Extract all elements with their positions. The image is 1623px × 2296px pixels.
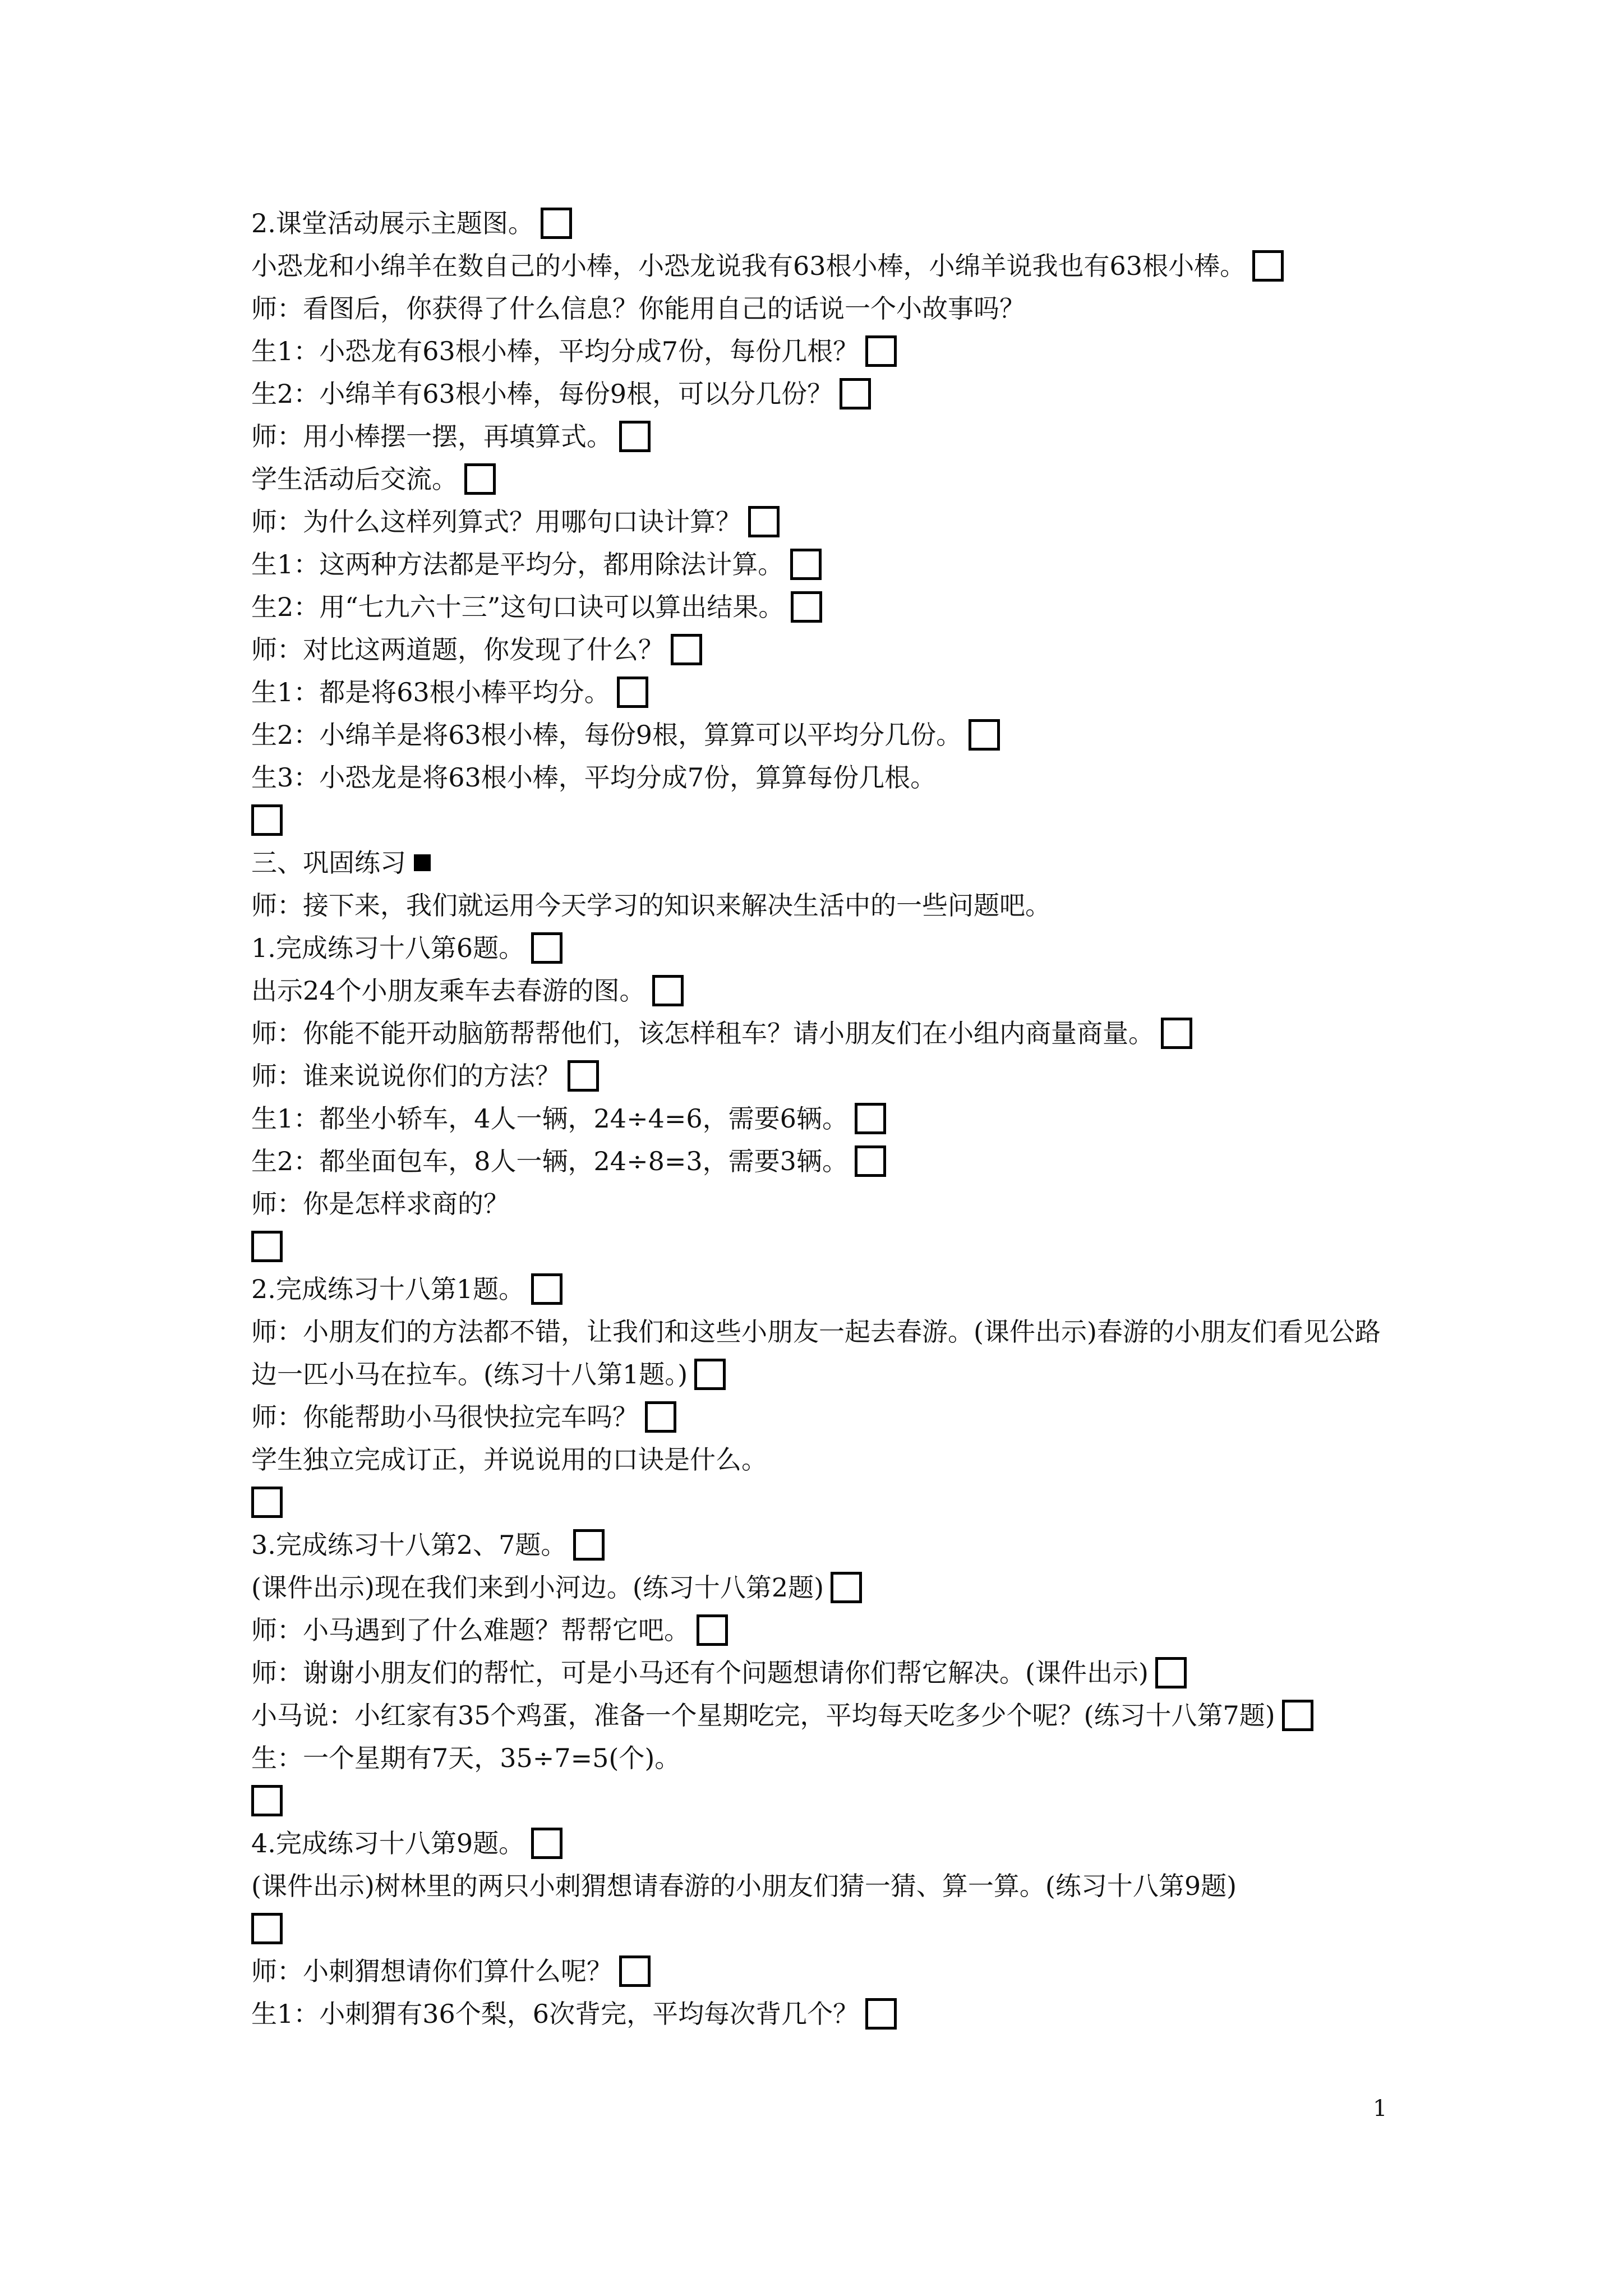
answer-box-line	[251, 1225, 1395, 1268]
text-line	[251, 756, 1395, 799]
line-text: 师：你能不能开动脑筋帮帮他们，该怎样租车？请小朋友们在小组内商量商量。	[251, 1018, 1154, 1048]
text-line	[251, 500, 1395, 543]
text-line	[251, 1566, 1395, 1609]
black-square-icon	[414, 854, 431, 871]
text-line	[251, 543, 1395, 586]
text-line	[251, 969, 1395, 1012]
line-text: 学生活动后交流。	[251, 464, 458, 494]
line-text: 3.完成练习十八第2、7题。	[251, 1530, 567, 1560]
answer-box-line	[251, 1779, 1395, 1822]
checkbox-square[interactable]	[541, 208, 572, 239]
line-text: 生2：小绵羊是将63根小棒，每份9根，算算可以平均分几份。	[251, 720, 962, 750]
text-line	[251, 1694, 1395, 1737]
line-text: 小恐龙和小绵羊在数自己的小棒，小恐龙说我有63根小棒，小绵羊说我也有63根小棒。	[251, 251, 1246, 281]
line-text: 小马说：小红家有35个鸡蛋，准备一个星期吃完，平均每天吃多少个呢？(练习十八第7题)	[251, 1700, 1275, 1731]
line-text: 师：看图后，你获得了什么信息？你能用自己的话说一个小故事吗？	[251, 293, 1025, 324]
text-line	[251, 415, 1395, 458]
line-text: 师：小刺猬想请你们算什么呢？	[251, 1956, 612, 1986]
page-number: 1	[1373, 2096, 1387, 2122]
answer-box-line	[251, 1907, 1395, 1950]
answer-box-line	[251, 799, 1395, 841]
text-line	[251, 245, 1395, 287]
line-text: 三、巩固练习	[251, 848, 406, 878]
checkbox-square[interactable]	[531, 1828, 562, 1859]
line-text: 生2：用“七九六十三”这句口诀可以算出结果。	[251, 592, 785, 622]
checkbox-square[interactable]	[619, 421, 651, 452]
text-line	[251, 458, 1395, 500]
checkbox-square[interactable]	[1155, 1657, 1187, 1688]
line-text: (课件出示)现在我们来到小河边。(练习十八第2题)	[251, 1572, 824, 1603]
line-text: 师：接下来，我们就运用今天学习的知识来解决生活中的一些问题吧。	[251, 890, 1051, 921]
line-text: 4.完成练习十八第9题。	[251, 1828, 525, 1858]
text-line	[251, 1822, 1395, 1865]
checkbox-square[interactable]	[645, 1401, 676, 1433]
checkbox-square[interactable]	[969, 719, 1000, 751]
line-text: 学生独立完成订正，并说说用的口诀是什么。	[251, 1444, 767, 1475]
line-text: 生2：都坐面包车，8人一辆，24÷8=3，需要3辆。	[251, 1146, 848, 1176]
line-text: 生：一个星期有7天，35÷7=5(个)。	[251, 1743, 681, 1773]
text-line	[251, 1310, 1395, 1396]
text-line	[251, 1012, 1395, 1055]
checkbox-square[interactable]	[617, 677, 648, 708]
checkbox-square[interactable]	[251, 1487, 283, 1518]
checkbox-square[interactable]	[865, 1998, 897, 2030]
checkbox-square[interactable]	[251, 804, 283, 836]
text-line	[251, 884, 1395, 927]
text-line	[251, 1182, 1395, 1225]
line-text: 师：为什么这样列算式？用哪句口诀计算？	[251, 507, 741, 537]
text-line	[251, 1396, 1395, 1438]
checkbox-square[interactable]	[464, 463, 496, 495]
checkbox-square[interactable]	[697, 1614, 728, 1646]
line-text: 师：你能帮助小马很快拉完车吗？	[251, 1402, 638, 1432]
checkbox-square[interactable]	[671, 634, 702, 665]
checkbox-square[interactable]	[694, 1359, 726, 1390]
answer-box-line	[251, 1481, 1395, 1524]
text-line	[251, 841, 1395, 884]
text-line	[251, 1524, 1395, 1566]
line-text: 师：谢谢小朋友们的帮忙，可是小马还有个问题想请你们帮它解决。(课件出示)	[251, 1658, 1149, 1688]
text-line	[251, 1140, 1395, 1182]
line-text: 师：你是怎样求商的？	[251, 1189, 509, 1219]
text-line	[251, 671, 1395, 714]
checkbox-square[interactable]	[840, 378, 871, 409]
checkbox-square[interactable]	[1282, 1700, 1313, 1731]
checkbox-square[interactable]	[855, 1145, 886, 1177]
checkbox-square[interactable]	[251, 1785, 283, 1816]
line-text: 生1：都坐小轿车，4人一辆，24÷4=6，需要6辆。	[251, 1103, 848, 1134]
checkbox-square[interactable]	[251, 1231, 283, 1262]
text-line	[251, 372, 1395, 415]
text-line	[251, 1097, 1395, 1140]
checkbox-square[interactable]	[855, 1103, 886, 1134]
line-text: 1.完成练习十八第6题。	[251, 933, 525, 963]
text-line	[251, 1438, 1395, 1481]
line-text: 2.完成练习十八第1题。	[251, 1274, 525, 1304]
text-line	[251, 1055, 1395, 1097]
line-text: 师：对比这两道题，你发现了什么？	[251, 634, 664, 665]
text-line	[251, 586, 1395, 628]
checkbox-square[interactable]	[831, 1572, 862, 1603]
checkbox-square[interactable]	[1252, 250, 1284, 282]
line-text: 2.课堂活动展示主题图。	[251, 208, 534, 238]
line-text: 生1：这两种方法都是平均分，都用除法计算。	[251, 549, 784, 579]
text-line	[251, 1737, 1395, 1779]
text-line	[251, 1268, 1395, 1310]
text-line	[251, 628, 1395, 671]
text-line	[251, 1651, 1395, 1694]
line-text: 生2：小绵羊有63根小棒，每份9根，可以分几份？	[251, 379, 833, 409]
checkbox-square[interactable]	[748, 506, 780, 537]
line-text: 师：谁来说说你们的方法？	[251, 1061, 561, 1091]
checkbox-square[interactable]	[1161, 1018, 1192, 1049]
checkbox-square[interactable]	[652, 975, 684, 1006]
line-text: 生1：小恐龙有63根小棒，平均分成7份，每份几根？	[251, 336, 859, 366]
checkbox-square[interactable]	[251, 1913, 283, 1944]
text-line	[251, 202, 1395, 245]
line-text: 出示24个小朋友乘车去春游的图。	[251, 976, 645, 1006]
line-text: 生1：小刺猬有36个梨，6次背完，平均每次背几个？	[251, 1999, 859, 2029]
line-text: 生3：小恐龙是将63根小棒，平均分成7份，算算每份几根。	[251, 762, 937, 793]
line-text: 师：用小棒摆一摆，再填算式。	[251, 421, 612, 452]
text-line	[251, 927, 1395, 969]
checkbox-square[interactable]	[865, 335, 897, 367]
checkbox-square[interactable]	[573, 1529, 605, 1561]
checkbox-square[interactable]	[568, 1060, 599, 1092]
checkbox-square[interactable]	[531, 932, 562, 964]
line-text: (课件出示)树林里的两只小刺猬想请春游的小朋友们猜一猜、算一算。(练习十八第9题)	[251, 1871, 1237, 1901]
text-line	[251, 714, 1395, 756]
text-line	[251, 287, 1395, 330]
text-line	[251, 1865, 1395, 1907]
checkbox-square[interactable]	[619, 1955, 651, 1987]
text-line	[251, 330, 1395, 372]
line-text: 师：小马遇到了什么难题？帮帮它吧。	[251, 1615, 690, 1645]
text-line	[251, 1993, 1395, 2035]
text-line	[251, 1609, 1395, 1651]
line-text: 师：小朋友们的方法都不错，让我们和这些小朋友一起去春游。(课件出示)春游的小朋友们看见公路边一匹小马在拉车。(练习十八第1题。)	[251, 1317, 1381, 1389]
checkbox-square[interactable]	[531, 1273, 562, 1305]
line-text: 生1：都是将63根小棒平均分。	[251, 677, 610, 707]
checkbox-square[interactable]	[791, 591, 822, 623]
text-line	[251, 1950, 1395, 1993]
checkbox-square[interactable]	[790, 549, 822, 580]
document-body	[251, 202, 1395, 2035]
